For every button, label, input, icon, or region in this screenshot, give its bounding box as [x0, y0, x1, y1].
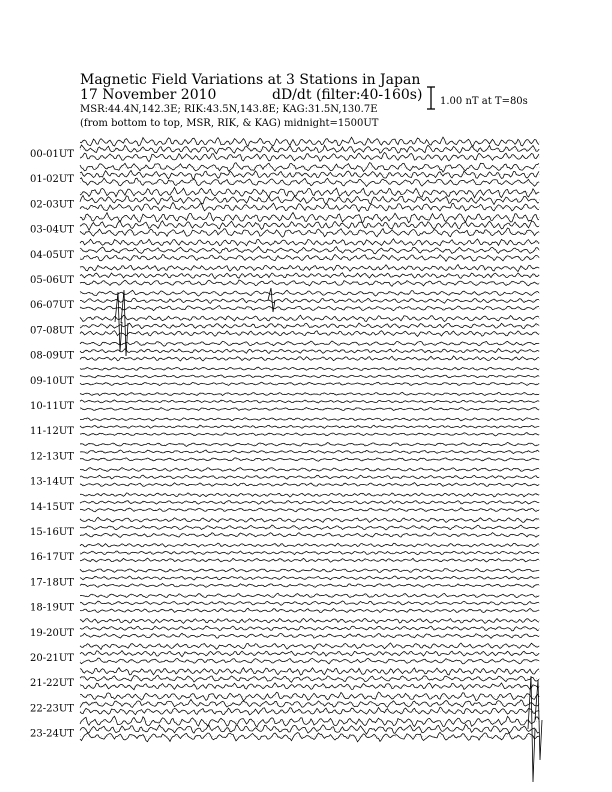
trace-msr-17-18UT	[80, 584, 539, 588]
trace-msr-18-19UT	[80, 608, 539, 612]
trace-msr-12-13UT	[80, 458, 539, 461]
hour-label: 08-09UT	[30, 350, 74, 362]
trace-rik-17-18UT	[80, 576, 539, 580]
hour-label: 20-21UT	[30, 653, 74, 664]
chart-filter: dD/dt (filter:40-160s)	[272, 87, 423, 103]
hour-label: 16-17UT	[30, 552, 74, 564]
hour-label: 02-03UT	[30, 199, 74, 211]
hour-label: 05-06UT	[30, 275, 74, 286]
trace-msr-08-09UT	[80, 356, 539, 361]
trace-kag-02-03UT	[80, 188, 539, 198]
chart-order-note: (from bottom to top, MSR, RIK, & KAG) midnight=1500UT	[80, 118, 379, 129]
hour-label: 17-18UT	[30, 577, 74, 589]
chart-date: 17 November 2010	[80, 87, 217, 103]
trace-kag-04-05UT	[80, 239, 539, 246]
hour-label: 22-23UT	[30, 703, 74, 715]
hour-label: 00-01UT	[30, 149, 74, 160]
trace-kag-14-15UT	[80, 493, 539, 497]
trace-msr-14-15UT	[80, 508, 539, 512]
hour-label: 07-08UT	[30, 325, 74, 337]
hour-label: 23-24UT	[30, 728, 74, 740]
hour-label: 18-19UT	[30, 602, 74, 614]
hour-label: 13-14UT	[30, 476, 74, 488]
hour-label: 11-12UT	[30, 426, 74, 438]
hour-label: 04-05UT	[30, 249, 74, 261]
trace-msr-09-10UT	[80, 382, 539, 385]
trace-msr-10-11UT	[80, 407, 539, 410]
trace-rik-19-20UT	[80, 626, 539, 631]
scale-bar-label: 1.00 nT at T=80s	[440, 96, 528, 107]
hour-label: 21-22UT	[30, 678, 74, 690]
trace-kag-15-16UT	[80, 517, 539, 522]
hour-label: 06-07UT	[30, 300, 74, 312]
trace-spike	[535, 680, 542, 760]
trace-rik-03-04UT	[80, 221, 539, 231]
hour-label: 12-13UT	[30, 451, 74, 463]
trace-rik-08-09UT	[80, 349, 539, 354]
trace-msr-16-17UT	[80, 558, 539, 562]
chart-title: Magnetic Field Variations at 3 Stations in Japan	[80, 72, 421, 88]
hour-label: 15-16UT	[30, 527, 74, 538]
trace-msr-23-24UT	[80, 732, 539, 742]
hour-label: 03-04UT	[30, 224, 74, 236]
trace-kag-23-24UT	[80, 716, 539, 727]
scale-bar	[427, 87, 435, 109]
trace-kag-00-01UT	[80, 137, 539, 146]
hour-label: 01-02UT	[30, 174, 74, 186]
trace-kag-03-04UT	[80, 213, 539, 223]
trace-rik-22-23UT	[80, 699, 539, 707]
hour-label: 14-15UT	[30, 501, 74, 513]
trace-rik-01-02UT	[80, 171, 539, 179]
chart-stations: MSR:44.4N,142.3E; RIK:43.5N,143.8E; KAG:31.5N,130.7E	[80, 104, 378, 115]
hour-label: 09-10UT	[30, 375, 74, 387]
hour-label: 10-11UT	[30, 401, 74, 412]
trace-msr-02-03UT	[80, 202, 539, 211]
trace-rik-05-06UT	[80, 273, 539, 279]
trace-kag-18-19UT	[80, 593, 539, 597]
hour-label: 19-20UT	[30, 627, 74, 639]
trace-msr-22-23UT	[80, 707, 539, 715]
trace-rik-09-10UT	[80, 375, 539, 378]
trace-kag-17-18UT	[80, 568, 539, 572]
trace-kag-22-23UT	[80, 692, 539, 701]
trace-kag-09-10UT	[80, 367, 539, 370]
